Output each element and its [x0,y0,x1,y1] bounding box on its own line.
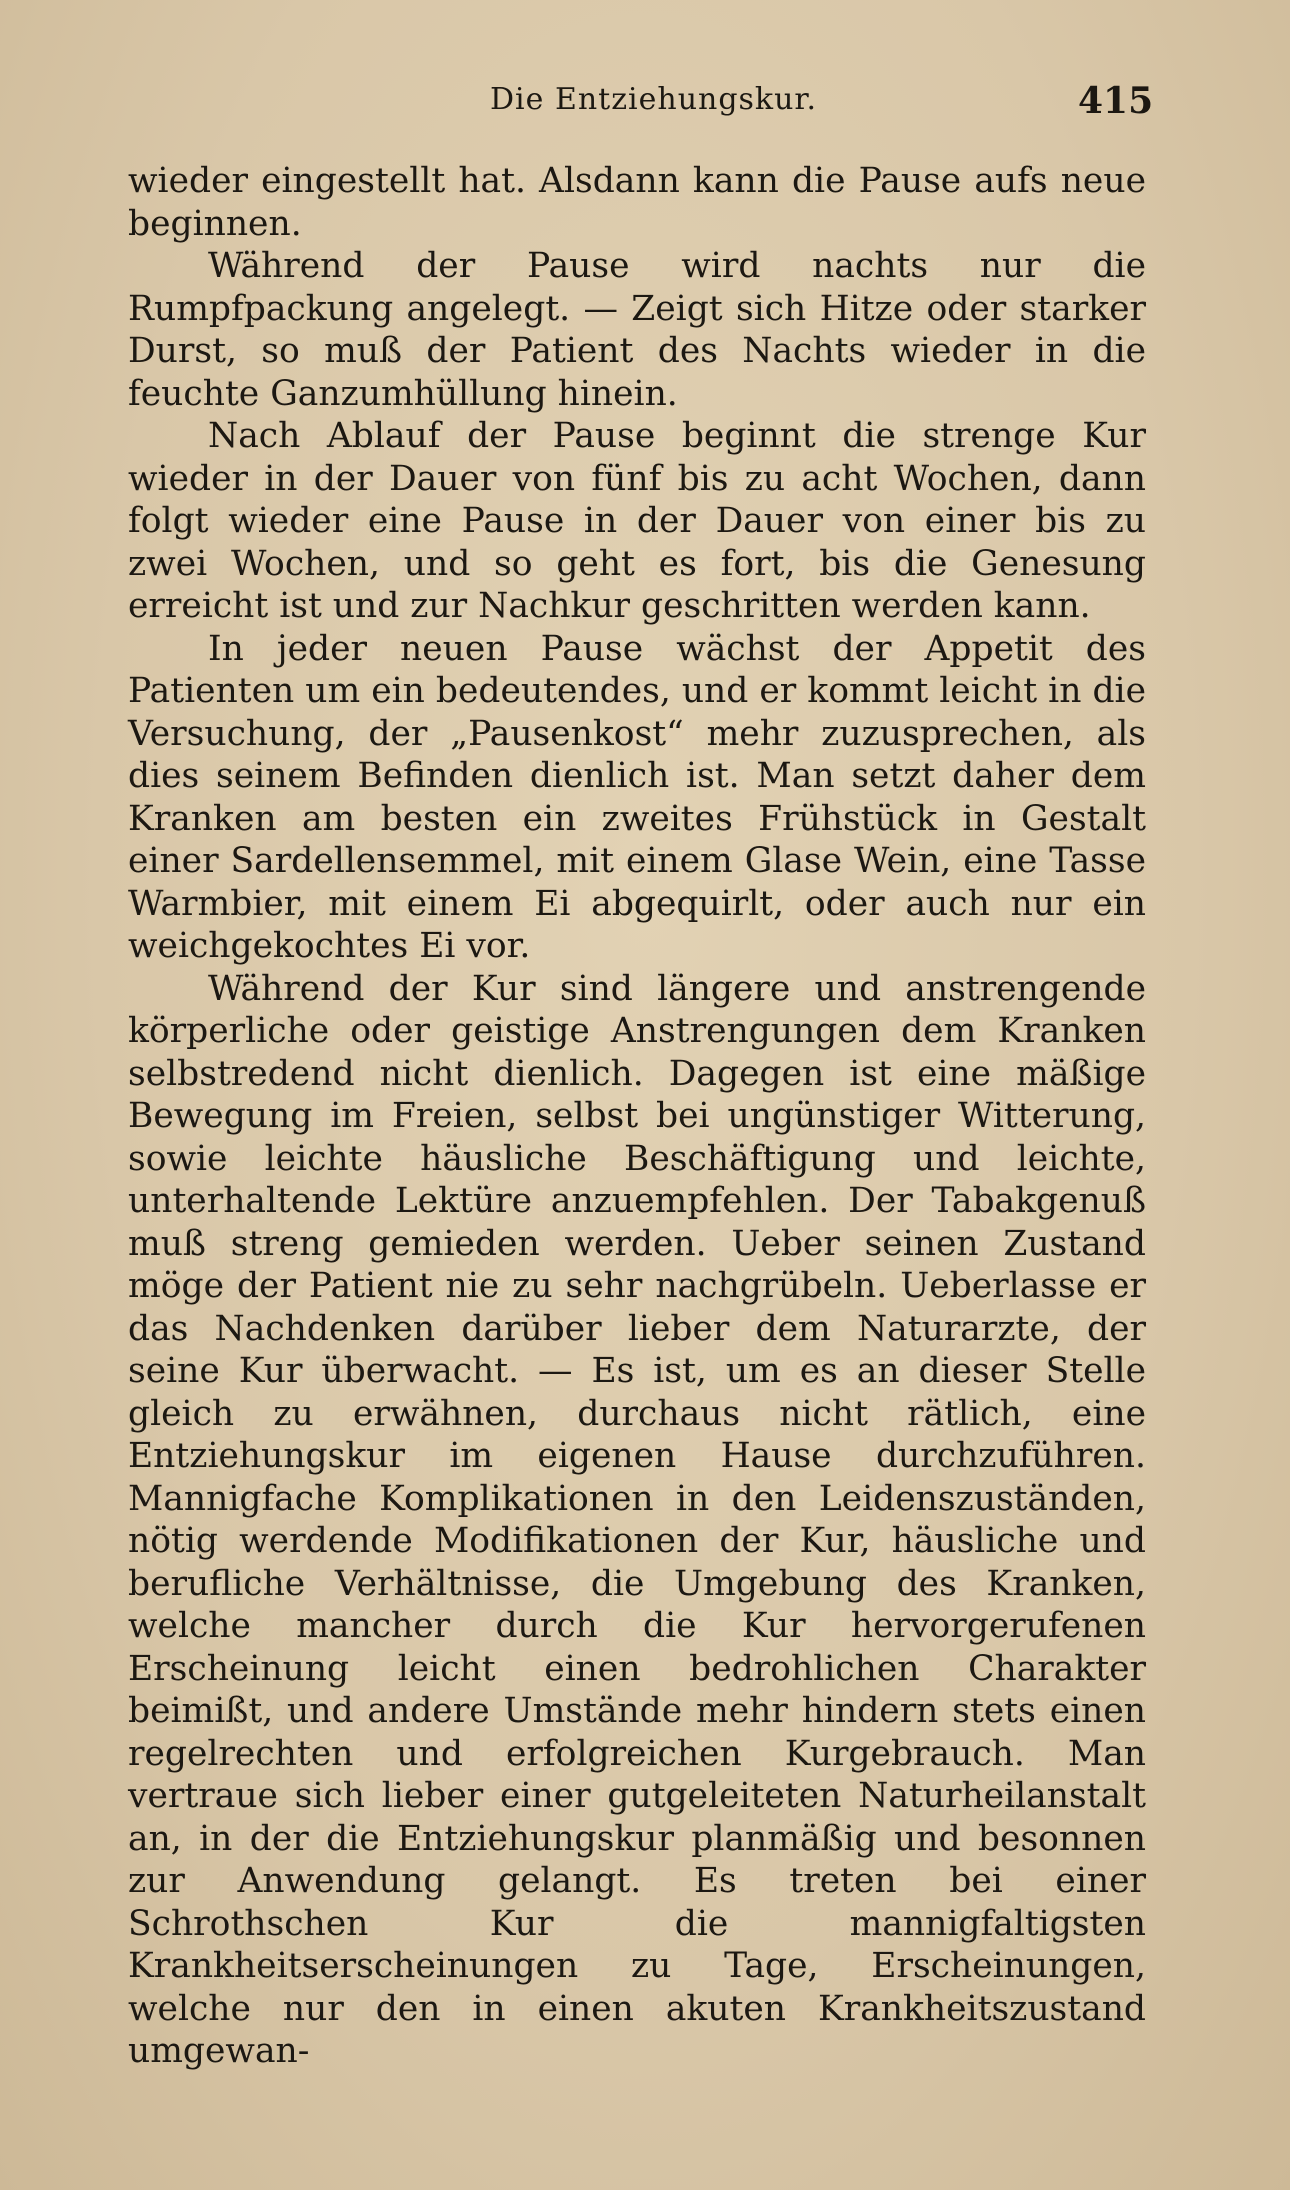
page-number: 415 [1078,80,1154,122]
paragraph-during-cure: Während der Kur sind längere und anstrengende körperliche oder geistige Anstrengungen dem Kranken selbstredend nicht dienlich. Dagegen ist eine mäßige Bewegung im Freien, selbst bei ungünstiger Witterung, sowie leichte häusliche Beschäftigung und leichte, unterhaltende Lektüre anzuempfehlen. Der Tabakgenuß muß streng gemieden werden. Ueber seinen Zustand möge der Patient nie zu sehr nachgrübeln. Ueberlasse er das Nachdenken darüber lieber dem Naturarzte, der seine Kur überwacht. — Es ist, um es an dieser Stelle gleich zu erwähnen, durchaus nicht rätlich, eine Entziehungskur im eigenen Hause durchzuführen. Mannigfache Komplikationen in den Leidenszuständen, nötig werdende Modifikationen der Kur, häusliche und berufliche Verhältnisse, die Umgebung des Kranken, welche mancher durch die Kur hervorgerufenen Erscheinung leicht einen bedrohlichen Charakter beimißt, und andere Umstände mehr hindern stets einen regelrechten und erfolgreichen Kurgebrauch. Man vertraue sich lieber einer gutgeleiteten Naturheilanstalt an, in der die Entziehungskur planmäßig und besonnen zur Anwendung gelangt. Es treten bei einer Schrothschen Kur die mannigfaltigsten Krankheitserscheinungen zu Tage, Erscheinungen, welche nur den in einen akuten Krankheitszustand umgewan- [128,968,1146,2071]
paragraph-appetite: In jeder neuen Pause wächst der Appetit des Patienten um ein bedeutendes, und er kommt leicht in die Versuchung, der „Pausenkost“ mehr zuzusprechen, als dies seinem Befinden dienlich ist. Man setzt daher dem Kranken am besten ein zweites Frühstück in Gestalt einer Sardellensemmel, mit einem Glase Wein, eine Tasse Warmbier, mit einem Ei abgequirlt, oder auch nur ein weichgekochtes Ei vor. [128,628,1146,966]
paragraph-continuation: wieder eingestellt hat. Alsdann kann die Pause aufs neue beginnen. [128,161,1146,244]
body-text [128,160,1146,2073]
running-title: Die Entziehungskur. [490,82,818,117]
paragraph-pause-night: Während der Pause wird nachts nur die Rumpfpackung angelegt. — Zeigt sich Hitze oder starker Durst, so muß der Patient des Nachts wieder in die feuchte Ganzumhüllung hinein. [128,246,1146,414]
paragraph-after-pause: Nach Ablauf der Pause beginnt die strenge Kur wieder in der Dauer von fünf bis zu acht Wochen, dann folgt wieder eine Pause in der Dauer von einer bis zu zwei Wochen, und so geht es fort, bis die Genesung erreicht ist und zur Nachkur geschritten werden kann. [128,416,1146,626]
